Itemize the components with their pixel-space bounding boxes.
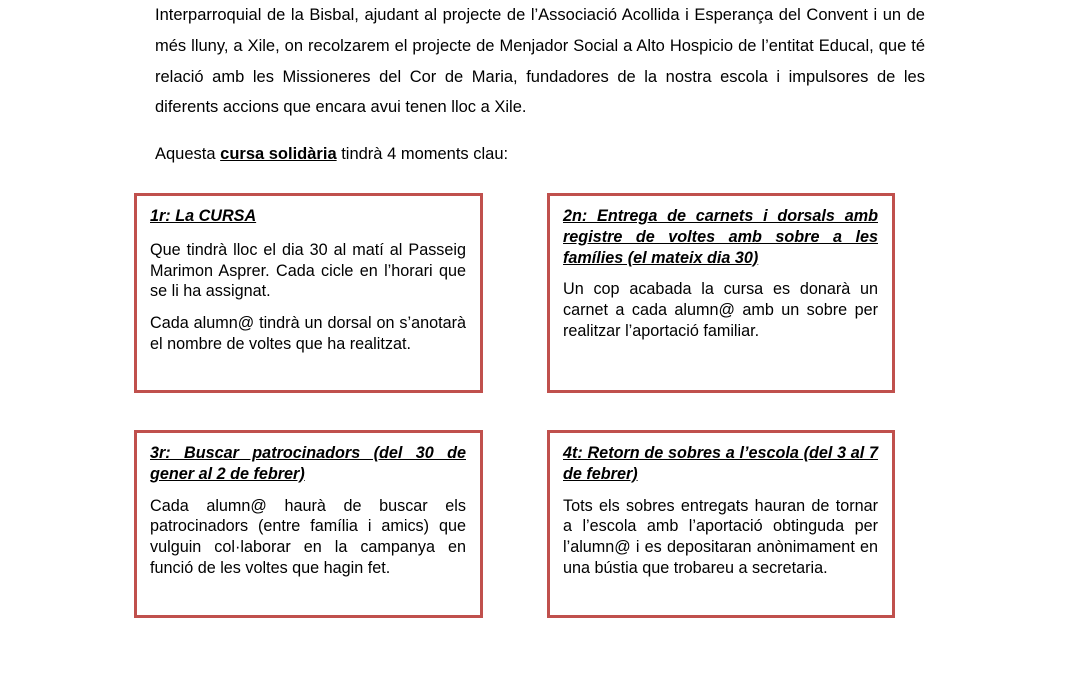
moment-heading: 1r: La CURSA: [150, 207, 257, 225]
moment-paragraph: Tots els sobres entregats hauran de tornar a l’escola amb l’aportació obtinguda per l’alumn@ i es depositaran anònimament en una bústia que trobareu a secretaria.: [563, 496, 878, 577]
moment-box-4: [547, 430, 895, 618]
intro-paragraph: Interparroquial de la Bisbal, ajudant al projecte de l’Associació Acollida i Esperança del Convent i un de més lluny, a Xile, on recolzarem el projecte de Menjador Social a Alto Hospicio de l’entitat Educal, que té relació amb les Missioneres del Cor de Maria, fundadores de la nostra escola i impulsores de les diferents accions que encara avui tenen lloc a Xile.: [155, 6, 925, 117]
moment-heading: 2n: Entrega de carnets i dorsals amb registre de voltes amb sobre a les famílies (el mateix dia 30): [563, 207, 878, 267]
lead-sentence: [155, 141, 508, 167]
moment-paragraph: Cada alumn@ tindrà un dorsal on s’anotarà el nombre de voltes que ha realitzat.: [150, 314, 466, 353]
moment-paragraph: Que tindrà lloc el dia 30 al matí al Passeig Marimon Asprer. Cada cicle en l’horari que se li ha assignat.: [150, 240, 466, 301]
lead-text-before: Aquesta: [155, 145, 221, 163]
moment-paragraph: Cada alumn@ haurà de buscar els patrocinadors (entre família i amics) que vulguin col·laborar en la campanya en funció de les voltes que hagin fet.: [150, 496, 466, 577]
moment-heading: 4t: Retorn de sobres a l’escola (del 3 al 7 de febrer): [563, 444, 878, 483]
moment-box-2: [547, 193, 895, 393]
moment-heading: 3r: Buscar patrocinadors (del 30 de gener al 2 de febrer): [150, 444, 466, 483]
moment-paragraph: Un cop acabada la cursa es donarà un carnet a cada alumn@ amb un sobre per realitzar l’aportació familiar.: [563, 280, 878, 340]
lead-text-after: tindrà 4 moments clau:: [336, 145, 509, 163]
moment-box-1: [134, 193, 483, 393]
moment-box-3: [134, 430, 483, 618]
lead-emphasis: cursa solidària: [220, 145, 337, 163]
